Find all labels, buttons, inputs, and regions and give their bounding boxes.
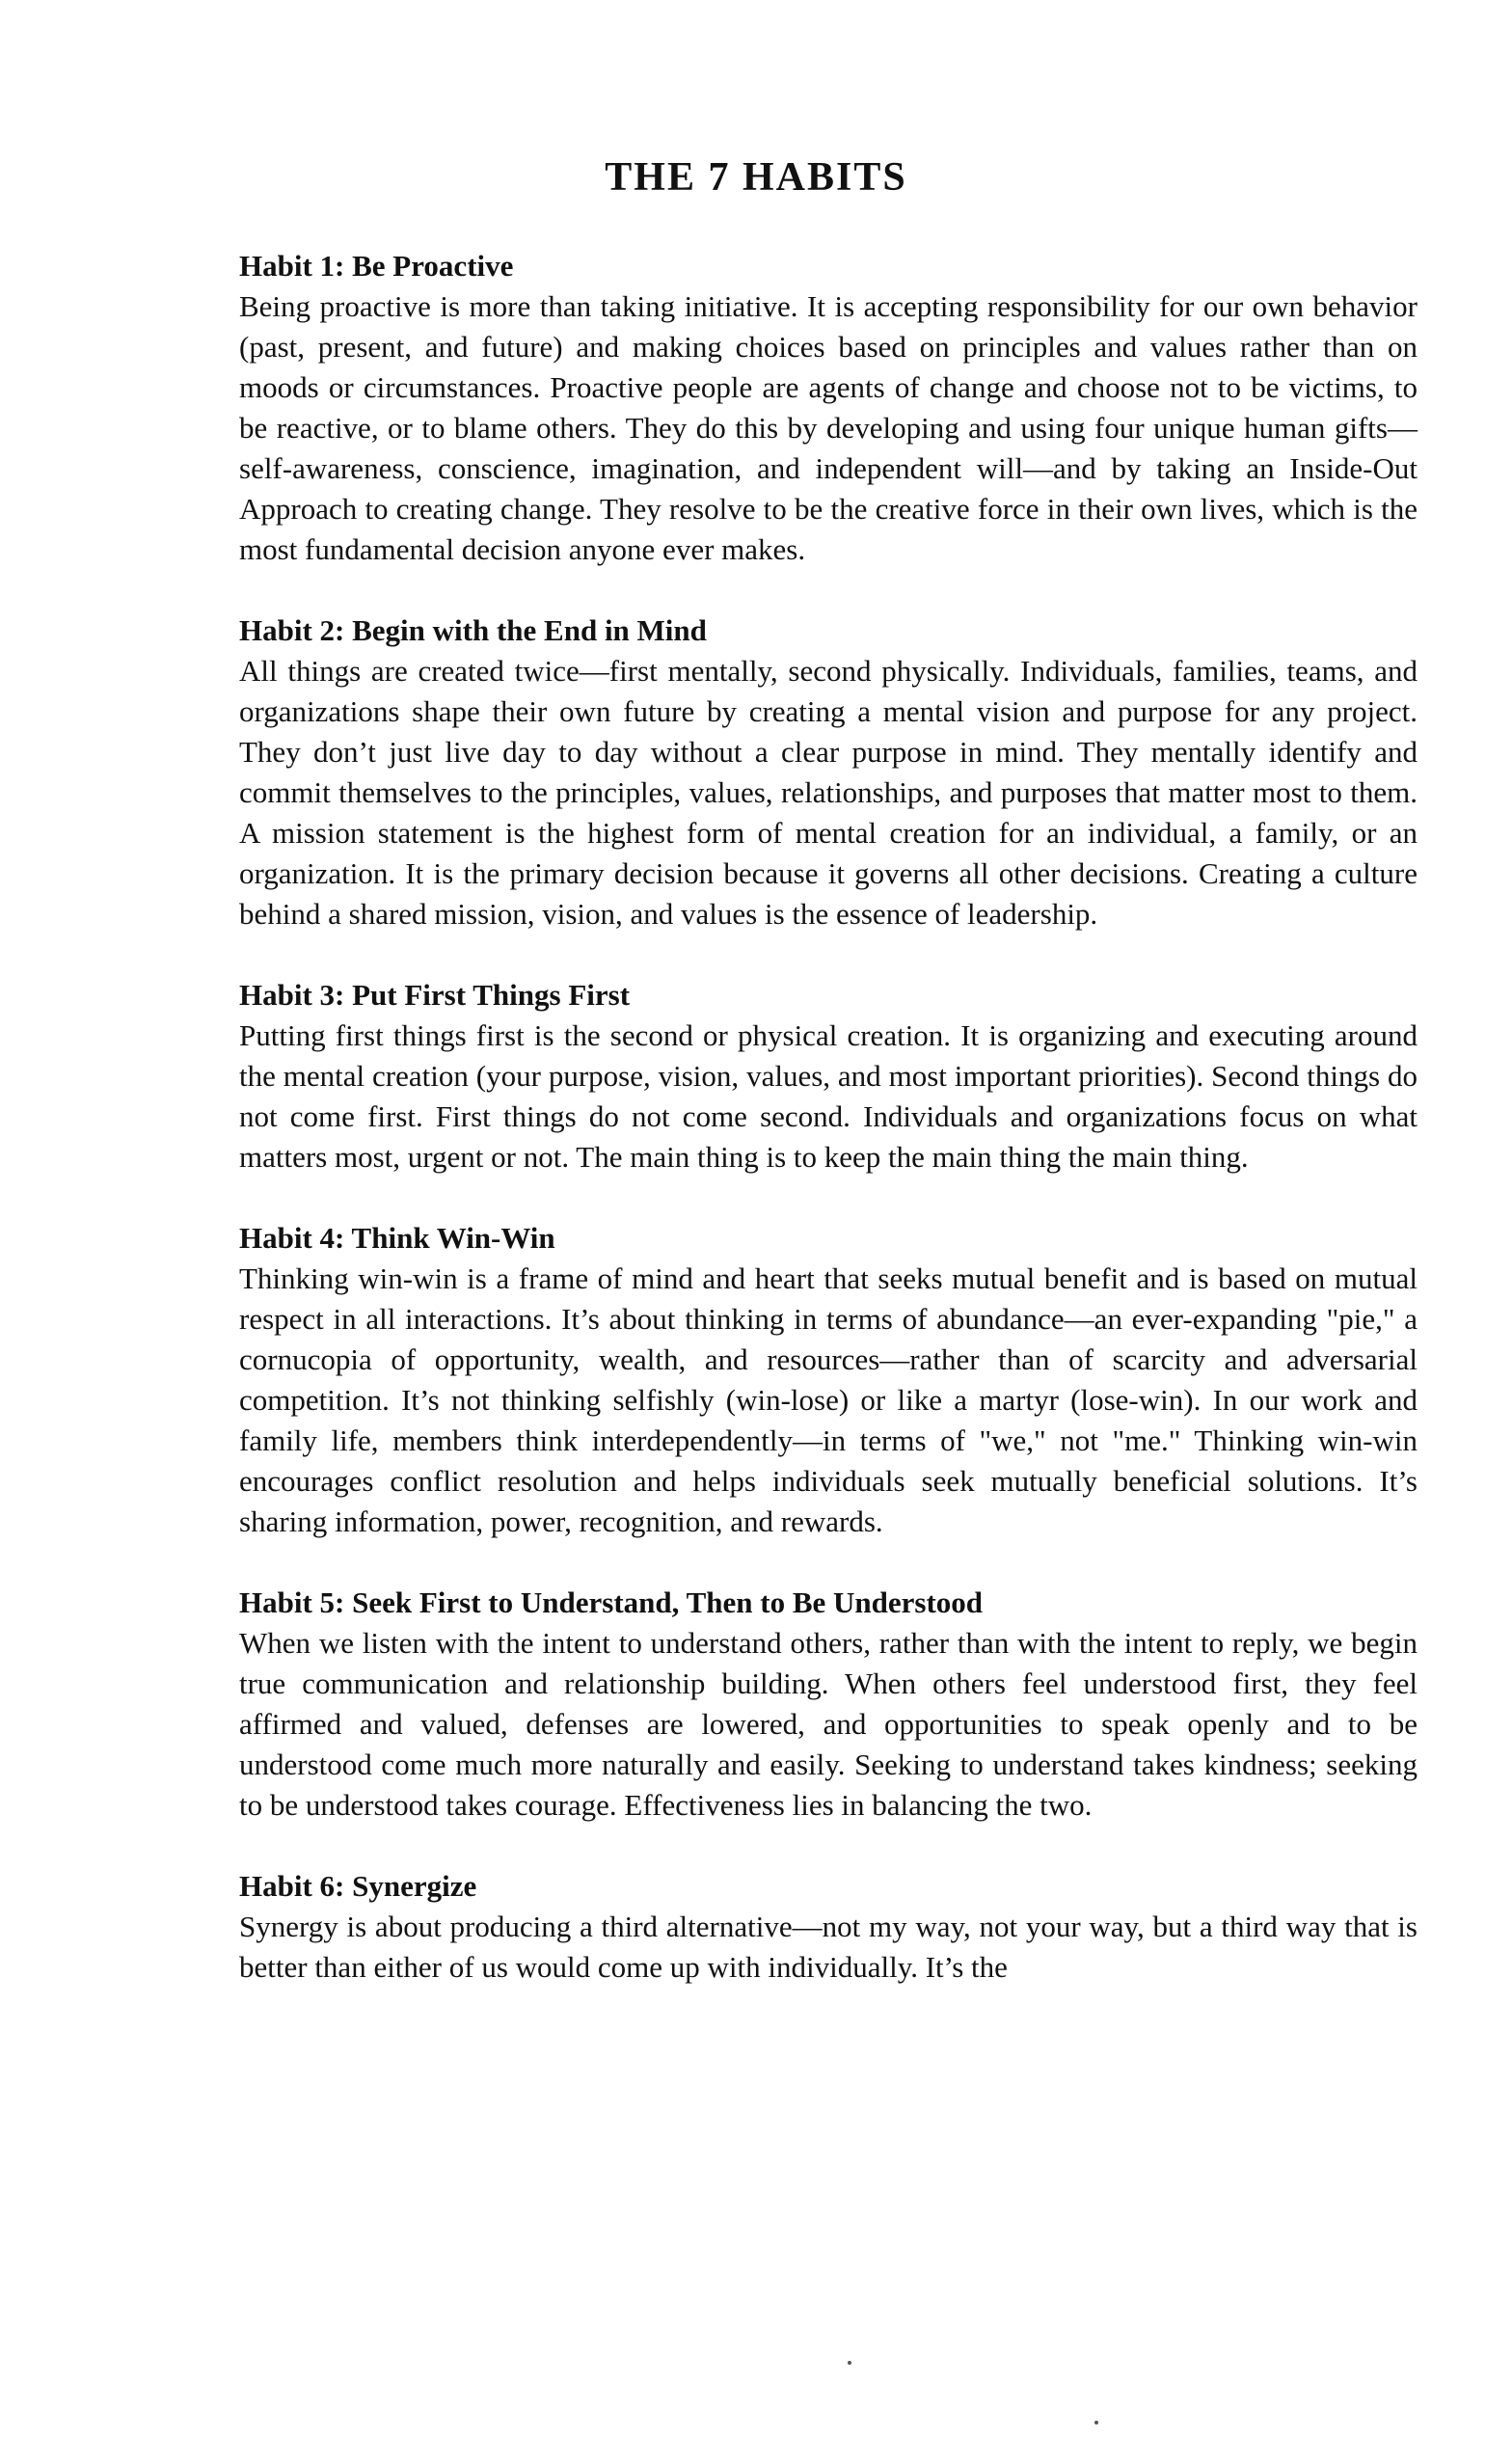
habit-heading: Habit 5: Seek First to Understand, Then to Be Understood [239,1585,984,1619]
habit-heading: Habit 4: Think Win-Win [239,1221,555,1255]
habit-body: Thinking win-win is a frame of mind and heart that seeks mutual benefit and is based on mutual respect in all interactions. It’s about thinking in terms of abundance—an ever-expanding "pie," a cornucopia of opportunity, wealth, and resources—rather than of scarcity and adversarial competition. It’s not thinking selfishly (win-lose) or like a martyr (lose-win). In our work and family life, members think interdependently—in terms of "we," not "me." Thinking win-win encourages conflict resolution and helps individuals seek mutually beneficial solutions. It’s sharing information, power, recognition, and rewards. [239,1261,1418,1538]
habit-body: Being proactive is more than taking initiative. It is accepting responsibility for our own behavior (past, present, and future) and making choices based on principles and values rather than on moods or circumstances. Proactive people are agents of change and choose not to be victims, to be reactive, or to blame others. They do this by developing and using four unique human gifts—self-awareness, conscience, imagination, and independent will—and by taking an Inside-Out Approach to creating change. They resolve to be the creative force in their own lives, which is the most fundamental decision anyone ever makes. [239,289,1418,566]
habit-heading: Habit 2: Begin with the End in Mind [239,613,707,647]
habit-heading: Habit 3: Put First Things First [239,978,631,1012]
habit-body: Putting first things first is the second or physical creation. It is organizing and executing around the mental creation (your purpose, vision, values, and most important priorities). Second things do not come first. First things do not come second. Individuals and organizations focus on what matters most, urgent or not. The main thing is to keep the main thing the main thing. [239,1018,1418,1174]
habits-list [239,246,1418,2028]
habit-3-section [239,975,1418,1178]
habit-body: Synergy is about producing a third alternative—not my way, not your way, but a third way that is better than either of us would come up with individually. It’s the [239,1910,1418,1984]
habit-heading: Habit 1: Be Proactive [239,249,514,283]
scan-speck [848,2361,851,2365]
habit-4-section [239,1218,1418,1542]
habit-heading: Habit 6: Synergize [239,1869,477,1903]
scan-speck [1094,2421,1098,2424]
habit-6-section [239,1866,1418,1988]
habit-body: All things are created twice—first mentally, second physically. Individuals, families, teams, and organizations shape their own future by creating a mental vision and purpose for any project. They don’t just live day to day without a clear purpose in mind. They mentally identify and commit themselves to the principles, values, relationships, and purposes that matter most to them. A mission statement is the highest form of mental creation for an individual, a family, or an organization. It is the primary decision because it governs all other decisions. Creating a culture behind a shared mission, vision, and values is the essence of leadership. [239,654,1418,931]
habit-5-section [239,1583,1418,1826]
habit-body: When we listen with the intent to understand others, rather than with the intent to reply, we begin true communication and relationship building. When others feel understood first, they feel affirmed and valued, defenses are lowered, and opportunities to speak openly and to be understood come much more naturally and easily. Seeking to understand takes kindness; seeking to be understood takes courage. Effectiveness lies in balancing the two. [239,1626,1418,1822]
page-title: THE 7 HABITS [605,155,907,200]
habit-1-section [239,246,1418,570]
habit-2-section [239,610,1418,935]
